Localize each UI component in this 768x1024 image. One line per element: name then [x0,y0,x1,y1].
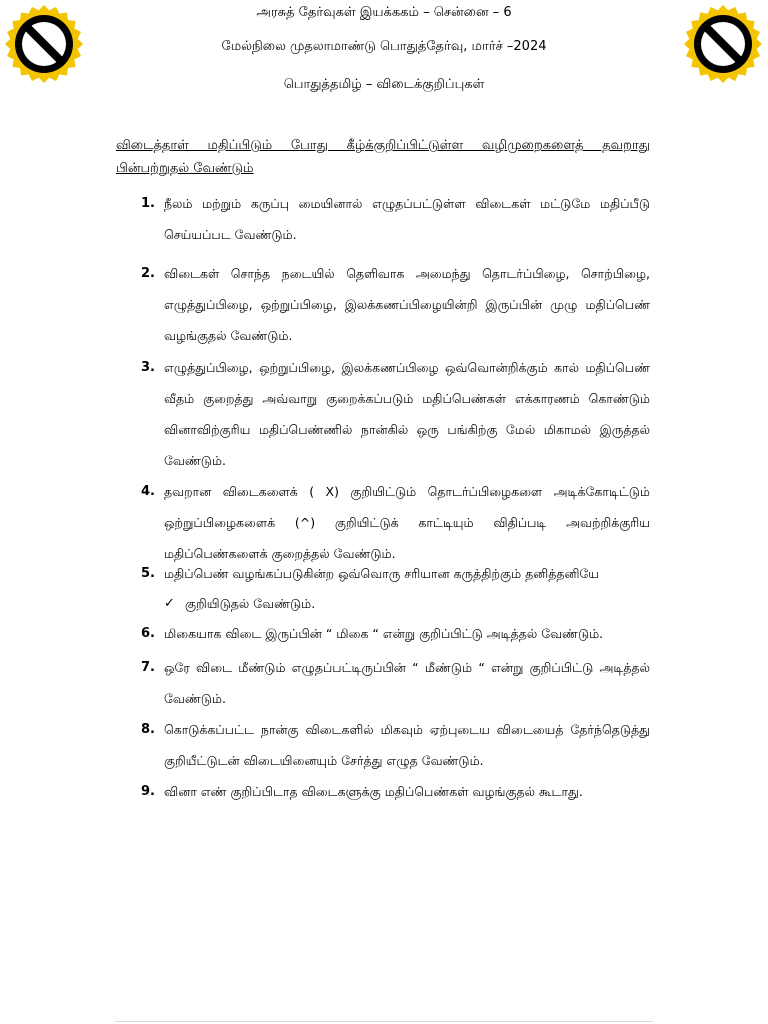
no-entry-seal-icon [683,4,763,84]
item-text: மதிப்பெண் வழங்கப்படுகின்ற ஒவ்வொரு சரியான கருத்திற்கும் தனித்தனியே [164,566,600,581]
item-text: குறியிடுதல் வேண்டும். [185,596,316,611]
item-number: 8. [141,722,155,737]
no-entry-seal-icon [4,4,84,84]
item-text: வினா எண் குறிப்பிடாத விடைகளுக்கு மதிப்பெண்கள் வழங்குதல் கூடாது. [164,784,583,799]
item-number: 1. [141,196,155,211]
item-text: ஒரே விடை மீண்டும் எழுதப்பட்டிருப்பின் “ மீண்டும் “ என்று குறிப்பிட்டு அடித்தல் வேண்டும். [164,660,650,706]
header-exam: மேல்நிலை முதலாமாண்டு பொதுத்தேர்வு, மார்ச் –2024 [221,39,547,54]
item-text: விடைகள் சொந்த நடையில் தெளிவாக அமைந்து தொடர்ப்பிழை, சொற்பிழை, எழுத்துப்பிழை, ஒற்றுப்பிழை, இலக்கணப்பிழையின்றி இருப்பின் முழு மதிப்பெண் வழங்குதல் வேண்டும். [164,266,650,343]
item-text: மிகையாக விடை இருப்பின் “ மிகை “ என்று குறிப்பிட்டு அடித்தல் வேண்டும். [164,626,604,641]
item-text: நீலம் மற்றும் கருப்பு மையினால் எழுதப்பட்டுள்ள விடைகள் மட்டுமே மதிப்பீடு செய்யப்பட வேண்டும். [164,196,650,242]
item-number: 5. [141,566,155,581]
header-subject: பொதுத்தமிழ் – விடைக்குறிப்புகள் [283,77,485,92]
checkmark-icon: ✓ [164,596,175,611]
item-number: 9. [141,784,155,799]
item-number: 6. [141,626,155,641]
evaluation-instruction: விடைத்தாள் மதிப்பிடும் போது கீழ்க்குறிப்பிட்டுள்ள வழிமுறைகளைத் தவறாது பின்பற்றுதல் வேண்டும் [116,138,650,176]
item-text: கொடுக்கப்பட்ட நான்கு விடைகளில் மிகவும் ஏற்புடைய விடையைத் தேர்ந்தெடுத்து குறியீட்டுடன் விடையினையும் சேர்த்து எழுத வேண்டும். [164,722,650,768]
item-number: 7. [141,660,155,675]
item-number: 4. [141,484,155,499]
item-text: தவறான விடைகளைக் ( X) குறியிட்டும் தொடர்ப்பிழைகளை அடிக்கோடிட்டும் ஒற்றுப்பிழைகளைக் (^) குறியிட்டுக் காட்டியும் விதிப்படி அவற்றிக்குரிய மதிப்பெண்களைக் குறைத்தல் வேண்டும். [164,484,650,561]
item-number: 2. [141,266,155,281]
header-department: அரசுத் தேர்வுகள் இயக்ககம் – சென்னை – 6 [256,5,512,20]
item-number: 3. [141,360,155,375]
page-divider [115,1021,653,1022]
item-text: எழுத்துப்பிழை, ஒற்றுப்பிழை, இலக்கணப்பிழை ஒவ்வொன்றிக்கும் கால் மதிப்பெண் வீதம் குறைத்து அவ்வாறு குறைக்கப்படும் மதிப்பெண்கள் எக்காரணம் கொண்டும் வினாவிற்குரிய மதிப்பெண்ணில் நான்கில் ஒரு பங்கிற்கு மேல் மிகாமல் இருத்தல் வேண்டும். [164,360,650,468]
